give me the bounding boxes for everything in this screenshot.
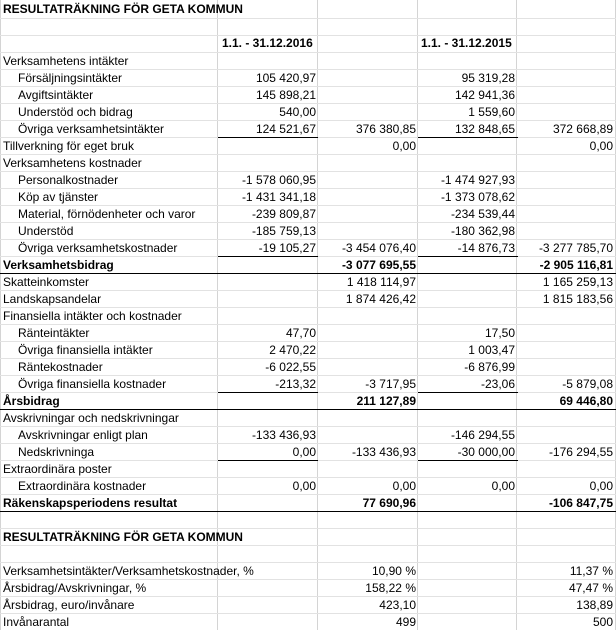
row-label: Räkenskapsperiodens resultat bbox=[3, 496, 178, 510]
row-label: Avgiftsintäkter bbox=[18, 88, 94, 102]
value-2015-detail bbox=[418, 291, 515, 308]
row-label: Övriga finansiella kostnader bbox=[18, 377, 167, 391]
row-label: Personalkostnader bbox=[18, 173, 119, 187]
value-2016-total: 1 874 426,42 bbox=[345, 292, 416, 306]
row-label: Övriga verksamhetsintäkter bbox=[18, 122, 165, 136]
row-label: Invånarantal bbox=[3, 615, 70, 629]
value-2016-detail: 124 521,67 bbox=[255, 122, 316, 136]
value-2015-total bbox=[517, 512, 613, 529]
row-label: Extraordinära kostnader bbox=[18, 479, 147, 493]
row-label: Understöd bbox=[18, 224, 74, 238]
table-row bbox=[0, 87, 616, 104]
value-2016-detail bbox=[218, 155, 316, 172]
table-row bbox=[0, 155, 616, 172]
value-2016-total bbox=[318, 461, 416, 478]
value-2015-total bbox=[517, 70, 613, 87]
table-row bbox=[0, 410, 616, 427]
row-label: Avskrivningar och nedskrivningar bbox=[3, 411, 179, 425]
value-2015-total bbox=[517, 359, 613, 376]
value-2016-detail: -19 105,27 bbox=[258, 241, 316, 255]
table-row bbox=[0, 478, 616, 495]
value-2016-total: -3 454 076,40 bbox=[341, 241, 416, 255]
value-2016-total bbox=[318, 325, 416, 342]
value-2015-total: 1 165 259,13 bbox=[542, 275, 613, 289]
table-row bbox=[0, 342, 616, 359]
value-2016-total bbox=[318, 223, 416, 240]
value-2016-total: 0,00 bbox=[392, 139, 416, 153]
row-label: Extraordinära poster bbox=[3, 462, 112, 476]
value-2015-detail: 132 848,65 bbox=[454, 122, 515, 136]
value-2015-detail bbox=[418, 495, 515, 512]
value-2016-total bbox=[318, 53, 416, 70]
value-2015-total bbox=[517, 53, 613, 70]
value-2016-detail bbox=[218, 291, 316, 308]
value-2015-detail bbox=[418, 563, 515, 580]
value-2015-total: 0,00 bbox=[589, 479, 613, 493]
value-2016-detail: -213,32 bbox=[275, 377, 316, 391]
value-2015-detail bbox=[418, 529, 515, 546]
table-row bbox=[0, 495, 616, 512]
value-2015-total: -2 905 116,81 bbox=[539, 258, 613, 272]
value-2015-total: 500 bbox=[592, 615, 613, 629]
grid-row-line bbox=[0, 18, 616, 19]
value-2015-total bbox=[517, 155, 613, 172]
value-2016-total bbox=[318, 206, 416, 223]
value-2015-total: 1 815 183,56 bbox=[542, 292, 613, 306]
row-label: Nedskrivninga bbox=[18, 445, 95, 459]
table-row bbox=[0, 223, 616, 240]
value-2015-detail bbox=[418, 614, 515, 631]
table-row bbox=[0, 597, 616, 614]
value-2016-total: 1 418 114,97 bbox=[346, 275, 416, 289]
value-2016-total bbox=[318, 342, 416, 359]
row-label: Övriga finansiella intäkter bbox=[18, 343, 153, 357]
row-label: Försäljningsintäkter bbox=[18, 71, 123, 85]
row-label bbox=[3, 546, 213, 563]
value-2016-total bbox=[318, 529, 416, 546]
value-2015-detail: -1 474 927,93 bbox=[440, 173, 515, 187]
value-2016-detail bbox=[218, 563, 316, 580]
value-2015-detail: -14 876,73 bbox=[457, 241, 515, 255]
value-2016-detail: -133 436,93 bbox=[251, 428, 316, 442]
value-2016-detail bbox=[218, 274, 316, 291]
value-2016-detail: 47,70 bbox=[285, 326, 316, 340]
value-2015-detail: 1 003,47 bbox=[468, 343, 515, 357]
row-label: Tillverkning för eget bruk bbox=[3, 139, 134, 153]
value-2015-detail bbox=[418, 512, 515, 529]
table-row bbox=[0, 461, 616, 478]
value-2016-detail bbox=[218, 308, 316, 325]
value-2016-total: -3 717,95 bbox=[365, 377, 416, 391]
value-2015-total bbox=[517, 223, 613, 240]
value-2015-detail: -1 373 078,62 bbox=[440, 190, 515, 204]
table-row bbox=[0, 563, 616, 580]
value-2015-total bbox=[517, 206, 613, 223]
value-2016-total bbox=[318, 87, 416, 104]
value-2015-detail: -23,06 bbox=[480, 377, 515, 391]
row-label: Avskrivningar enligt plan bbox=[18, 428, 148, 442]
table-row bbox=[0, 240, 616, 257]
value-2015-detail: -6 876,99 bbox=[464, 360, 515, 374]
value-2016-total: 158,22 % bbox=[365, 581, 416, 595]
value-2016-detail: -6 022,55 bbox=[265, 360, 316, 374]
value-2015-detail: -30 000,00 bbox=[457, 445, 515, 459]
value-2016-total bbox=[318, 104, 416, 121]
title-row bbox=[0, 1, 616, 18]
value-2015-total bbox=[517, 410, 613, 427]
value-2015-total: 69 446,80 bbox=[559, 394, 613, 408]
table-row bbox=[0, 376, 616, 393]
period-2016-header: 1.1. - 31.12.2016 bbox=[222, 36, 313, 50]
value-2016-detail bbox=[218, 512, 316, 529]
row-label: Årsbidrag, euro/invånare bbox=[3, 598, 135, 612]
table-row bbox=[0, 529, 616, 546]
value-2016-total bbox=[318, 189, 416, 206]
value-2015-detail bbox=[418, 274, 515, 291]
value-2015-detail bbox=[418, 155, 515, 172]
table-row bbox=[0, 70, 616, 87]
value-2015-total: 0,00 bbox=[589, 139, 613, 153]
value-2015-total: -176 294,55 bbox=[548, 445, 613, 459]
value-2016-detail bbox=[218, 495, 316, 512]
value-2015-detail: -180 362,98 bbox=[450, 224, 515, 238]
table-row bbox=[0, 274, 616, 291]
value-2016-detail: 145 898,21 bbox=[255, 88, 316, 102]
value-2016-total bbox=[318, 512, 416, 529]
value-2015-detail bbox=[418, 546, 515, 563]
value-2016-detail: 2 470,22 bbox=[269, 343, 316, 357]
value-2015-total bbox=[517, 427, 613, 444]
value-2016-total: 376 380,85 bbox=[355, 122, 416, 136]
value-2015-detail bbox=[418, 53, 515, 70]
row-label: Skatteinkomster bbox=[3, 275, 90, 289]
value-2015-detail: -146 294,55 bbox=[450, 428, 515, 442]
row-label: Räntekostnader bbox=[18, 360, 103, 374]
value-2015-total bbox=[517, 325, 613, 342]
value-2016-total: 10,90 % bbox=[371, 564, 416, 578]
value-2015-detail bbox=[418, 308, 515, 325]
value-2015-total bbox=[517, 87, 613, 104]
table-row bbox=[0, 325, 616, 342]
value-2015-total: 11,37 % bbox=[569, 564, 613, 578]
period-2015-header: 1.1. - 31.12.2015 bbox=[421, 36, 512, 50]
table-row bbox=[0, 121, 616, 138]
value-2016-total: 499 bbox=[395, 615, 416, 629]
value-2016-total: 77 690,96 bbox=[362, 496, 416, 510]
value-2015-detail: -234 539,44 bbox=[450, 207, 515, 221]
value-2015-total bbox=[517, 172, 613, 189]
value-2016-total: 211 127,89 bbox=[356, 394, 416, 408]
value-2015-total bbox=[517, 342, 613, 359]
value-2016-detail bbox=[218, 257, 316, 274]
table-row bbox=[0, 512, 616, 529]
row-label bbox=[3, 512, 213, 529]
table-row bbox=[0, 206, 616, 223]
row-label: Finansiella intäkter och kostnader bbox=[3, 309, 182, 323]
value-2015-detail: 95 319,28 bbox=[461, 71, 515, 85]
value-2015-detail: 142 941,36 bbox=[454, 88, 515, 102]
table-row bbox=[0, 580, 616, 597]
value-2015-detail bbox=[418, 393, 515, 410]
table-row bbox=[0, 393, 616, 410]
value-2016-detail bbox=[218, 597, 316, 614]
value-2015-detail: 17,50 bbox=[484, 326, 515, 340]
value-2015-total bbox=[517, 189, 613, 206]
row-label: Verksamhetsbidrag bbox=[3, 258, 114, 272]
value-2016-total bbox=[318, 546, 416, 563]
value-2015-total: -106 847,75 bbox=[548, 496, 613, 510]
value-2016-total bbox=[318, 410, 416, 427]
table-row bbox=[0, 444, 616, 461]
value-2016-detail bbox=[218, 529, 316, 546]
value-2016-total: 0,00 bbox=[392, 479, 416, 493]
value-2015-total: -5 879,08 bbox=[562, 377, 613, 391]
value-2016-detail: -239 809,87 bbox=[251, 207, 316, 221]
value-2016-detail bbox=[218, 53, 316, 70]
row-label: Årsbidrag bbox=[3, 394, 60, 408]
value-2015-total bbox=[517, 308, 613, 325]
header-row bbox=[0, 35, 616, 52]
value-2015-detail bbox=[418, 597, 515, 614]
value-2016-detail bbox=[218, 138, 316, 155]
value-2015-total bbox=[517, 461, 613, 478]
row-label: Övriga verksamhetskostnader bbox=[18, 241, 178, 255]
table-row bbox=[0, 172, 616, 189]
value-2016-total bbox=[318, 308, 416, 325]
value-2015-total: 47,47 % bbox=[568, 581, 613, 595]
value-2016-detail bbox=[218, 461, 316, 478]
value-2016-detail bbox=[218, 614, 316, 631]
value-2016-detail: -1 578 060,95 bbox=[241, 173, 316, 187]
row-label: Verksamhetsintäkter/Verksamhetskostnader, % bbox=[3, 564, 254, 578]
report-title: RESULTATRÄKNING FÖR GETA KOMMUN bbox=[3, 2, 243, 16]
value-2015-total: 372 668,89 bbox=[552, 122, 613, 136]
value-2015-detail bbox=[418, 257, 515, 274]
row-label: Verksamhetens intäkter bbox=[3, 54, 129, 68]
row-label: Årsbidrag/Avskrivningar, % bbox=[3, 581, 147, 595]
row-label: Verksamhetens kostnader bbox=[3, 156, 142, 170]
value-2016-total: 423,10 bbox=[379, 598, 416, 612]
value-2016-detail: 0,00 bbox=[292, 479, 316, 493]
value-2015-detail bbox=[418, 138, 515, 155]
value-2015-total: -3 277 785,70 bbox=[538, 241, 613, 255]
table-row bbox=[0, 189, 616, 206]
table-row bbox=[0, 291, 616, 308]
value-2015-detail: 1 559,60 bbox=[468, 105, 515, 119]
value-2015-total bbox=[517, 529, 613, 546]
value-2016-total: -133 436,93 bbox=[351, 445, 416, 459]
value-2016-detail: 0,00 bbox=[292, 445, 316, 459]
value-2016-total bbox=[318, 359, 416, 376]
table-row bbox=[0, 427, 616, 444]
value-2016-detail bbox=[218, 410, 316, 427]
value-2015-detail bbox=[418, 580, 515, 597]
value-2016-total bbox=[318, 172, 416, 189]
table-row bbox=[0, 138, 616, 155]
row-label: RESULTATRÄKNING FÖR GETA KOMMUN bbox=[3, 530, 243, 544]
value-2016-total bbox=[318, 70, 416, 87]
value-2016-detail bbox=[218, 546, 316, 563]
table-row bbox=[0, 53, 616, 70]
value-2016-total: -3 077 695,55 bbox=[341, 258, 416, 272]
table-row bbox=[0, 614, 616, 631]
table-row bbox=[0, 359, 616, 376]
value-2015-detail: 0,00 bbox=[491, 479, 515, 493]
table-row bbox=[0, 257, 616, 274]
row-label: Köp av tjänster bbox=[18, 190, 99, 204]
table-row bbox=[0, 546, 616, 563]
value-2016-detail: 105 420,97 bbox=[255, 71, 316, 85]
value-2016-detail bbox=[218, 393, 316, 410]
table-row bbox=[0, 104, 616, 121]
value-2015-total bbox=[517, 104, 613, 121]
table-row bbox=[0, 308, 616, 325]
value-2015-total bbox=[517, 546, 613, 563]
value-2015-detail bbox=[418, 410, 515, 427]
value-2016-detail: -185 759,13 bbox=[251, 224, 316, 238]
row-label: Landskapsandelar bbox=[3, 292, 102, 306]
row-label: Ränteintäkter bbox=[18, 326, 90, 340]
row-label: Understöd och bidrag bbox=[18, 105, 133, 119]
value-2016-total bbox=[318, 427, 416, 444]
value-2016-detail: 540,00 bbox=[279, 105, 316, 119]
value-2016-detail: -1 431 341,18 bbox=[241, 190, 316, 204]
value-2015-total: 138,89 bbox=[576, 598, 613, 612]
value-2016-detail bbox=[218, 580, 316, 597]
value-2016-total bbox=[318, 155, 416, 172]
row-label: Material, förnödenheter och varor bbox=[18, 207, 196, 221]
value-2015-detail bbox=[418, 461, 515, 478]
